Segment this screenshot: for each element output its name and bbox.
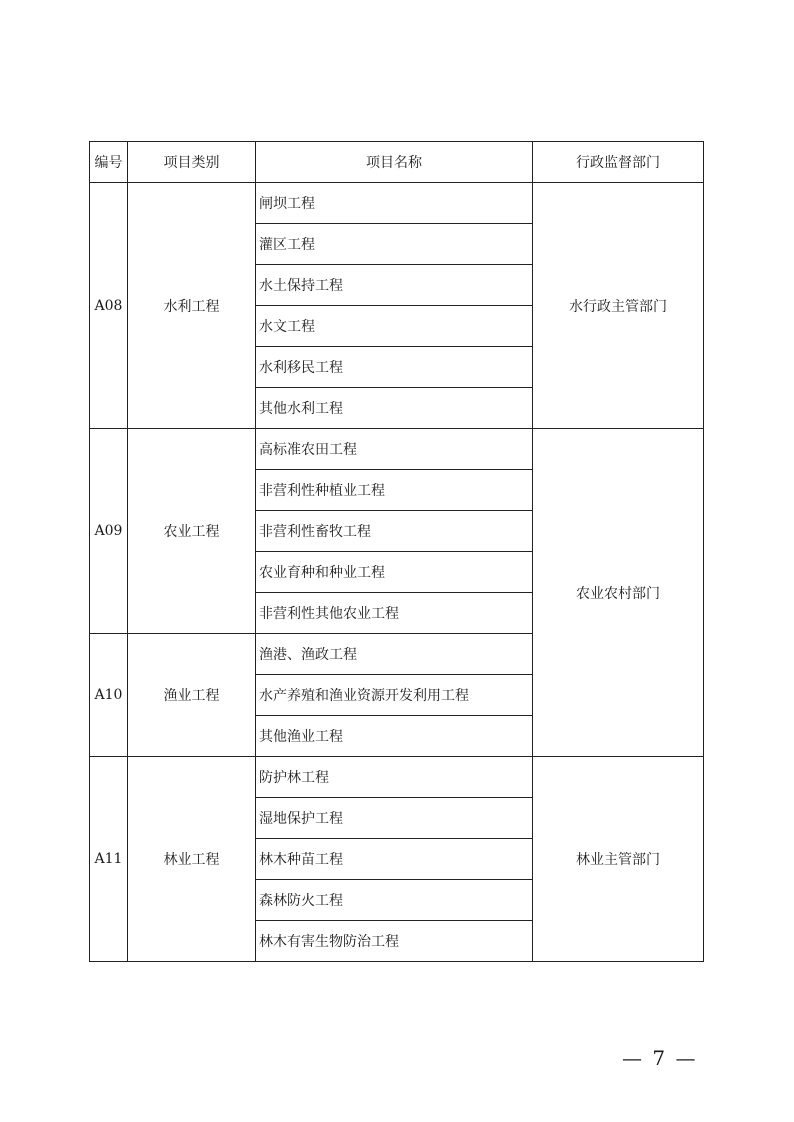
project-name: 水土保持工程 [256, 265, 533, 306]
project-name: 农业育种和种业工程 [256, 552, 533, 593]
table-row [90, 429, 704, 470]
header-project-name: 项目名称 [256, 142, 533, 183]
project-name: 水产养殖和渔业资源开发利用工程 [256, 675, 533, 716]
project-category: 水利工程 [128, 183, 256, 429]
project-name: 非营利性其他农业工程 [256, 593, 533, 634]
supervising-department: 水行政主管部门 [533, 183, 704, 429]
header-category: 项目类别 [128, 142, 256, 183]
header-code: 编号 [90, 142, 128, 183]
project-category: 渔业工程 [128, 634, 256, 757]
project-code: A10 [90, 634, 128, 757]
header-department: 行政监督部门 [533, 142, 704, 183]
project-name: 水利移民工程 [256, 347, 533, 388]
table-header-row [90, 142, 704, 183]
project-code: A11 [90, 757, 128, 962]
page-number: — 7 — [622, 1046, 698, 1070]
table-row [90, 757, 704, 798]
project-table [89, 141, 704, 962]
project-name: 其他渔业工程 [256, 716, 533, 757]
project-name: 闸坝工程 [256, 183, 533, 224]
project-name: 灌区工程 [256, 224, 533, 265]
project-name: 水文工程 [256, 306, 533, 347]
project-category: 林业工程 [128, 757, 256, 962]
project-name: 其他水利工程 [256, 388, 533, 429]
project-name: 非营利性种植业工程 [256, 470, 533, 511]
project-name: 渔港、渔政工程 [256, 634, 533, 675]
project-code: A08 [90, 183, 128, 429]
supervising-department: 农业农村部门 [533, 429, 704, 757]
project-name: 森林防火工程 [256, 880, 533, 921]
project-code: A09 [90, 429, 128, 634]
project-name: 高标准农田工程 [256, 429, 533, 470]
supervising-department: 林业主管部门 [533, 757, 704, 962]
project-name: 防护林工程 [256, 757, 533, 798]
project-name: 非营利性畜牧工程 [256, 511, 533, 552]
project-category: 农业工程 [128, 429, 256, 634]
table-body [90, 183, 704, 962]
project-name: 湿地保护工程 [256, 798, 533, 839]
project-name: 林木有害生物防治工程 [256, 921, 533, 962]
project-name: 林木种苗工程 [256, 839, 533, 880]
table-row [90, 183, 704, 224]
